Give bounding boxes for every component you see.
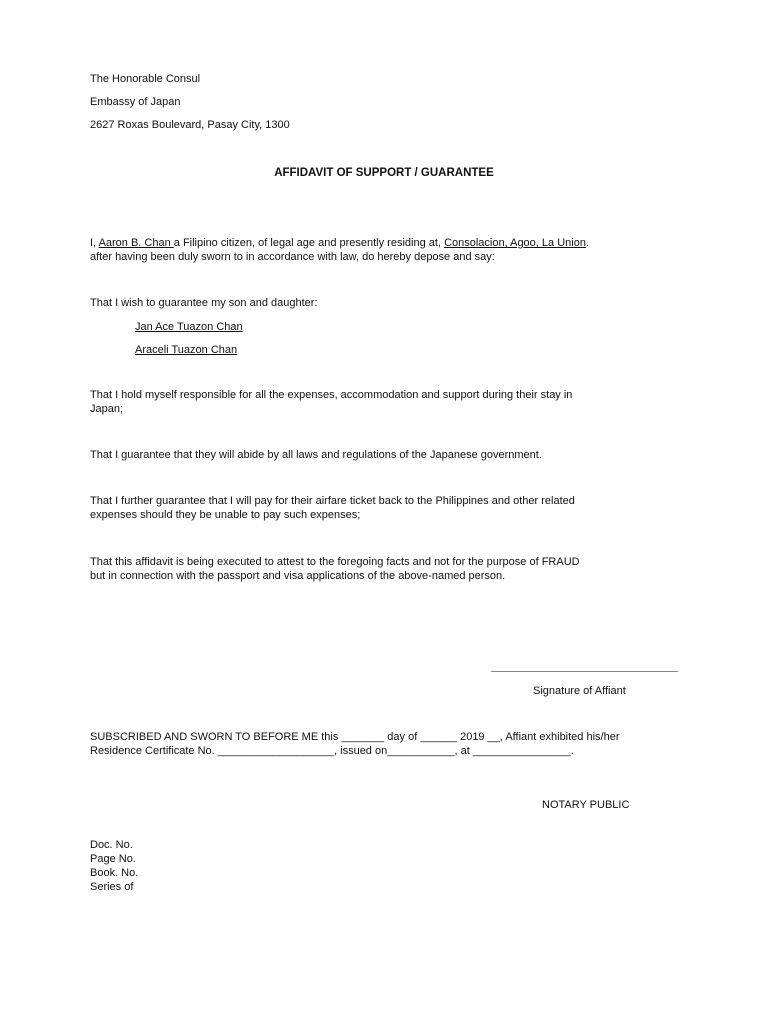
intro-middle: a Filipino citizen, of legal age and presently residing at,: [173, 237, 445, 249]
guarantee-statement: That I wish to guarantee my son and daughter:: [90, 297, 318, 309]
intro-suffix: .: [585, 237, 590, 249]
notary-public-label: NOTARY PUBLIC: [542, 799, 630, 811]
page-no-label: Page No.: [90, 853, 136, 865]
affiant-name: Aaron B. Chan: [98, 237, 174, 249]
intro-prefix: I,: [90, 237, 99, 249]
addressee-line-1: The Honorable Consul: [90, 73, 201, 85]
signature-line: [491, 671, 678, 672]
responsibility-line-1: That I hold myself responsible for all the expenses, accommodation and support during their stay in: [90, 389, 573, 401]
addressee-line-2: Embassy of Japan: [90, 96, 181, 108]
series-label: Series of: [90, 881, 134, 893]
jurat-line-2: Residence Certificate No. ___________________, issued on___________, at ________________.: [90, 745, 574, 757]
intro-line-2: after having been duly sworn to in accordance with law, do hereby depose and say:: [90, 251, 495, 263]
purpose-line-2: but in connection with the passport and visa applications of the above-named person.: [90, 570, 506, 582]
guaranteed-person-2: Araceli Tuazon Chan: [135, 344, 238, 356]
book-no-label: Book. No.: [90, 867, 139, 879]
intro-line-1: [90, 236, 589, 250]
document-title: AFFIDAVIT OF SUPPORT / GUARANTEE: [274, 167, 494, 179]
affiant-address: Consolacion, Agoo, La Union: [444, 237, 586, 249]
addressee-line-3: 2627 Roxas Boulevard, Pasay City, 1300: [90, 119, 290, 131]
airfare-line-1: That I further guarantee that I will pay for their airfare ticket back to the Philippines and other related: [90, 495, 575, 507]
abide-paragraph: That I guarantee that they will abide by all laws and regulations of the Japanese government.: [90, 449, 542, 461]
airfare-line-2: expenses should they be unable to pay such expenses;: [90, 509, 361, 521]
doc-no-label: Doc. No.: [90, 839, 133, 851]
guaranteed-person-1: Jan Ace Tuazon Chan: [135, 321, 243, 333]
jurat-line-1: SUBSCRIBED AND SWORN TO BEFORE ME this _______ day of ______ 2019 __, Affiant exhibited his/her: [90, 731, 620, 743]
signature-label: Signature of Affiant: [533, 685, 626, 697]
responsibility-line-2: Japan;: [90, 403, 124, 415]
purpose-line-1: That this affidavit is being executed to attest to the foregoing facts and not for the purpose of FRAUD: [90, 556, 580, 568]
